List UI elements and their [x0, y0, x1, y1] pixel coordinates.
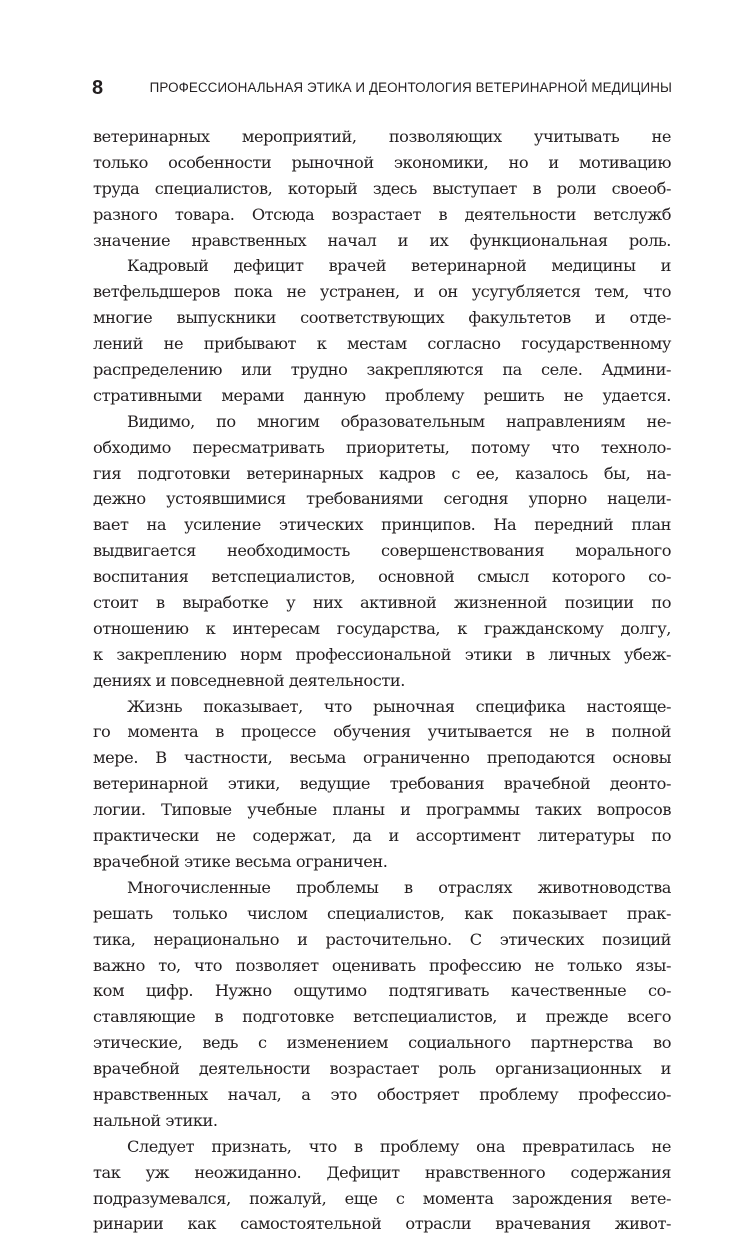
text-line: стративными мерами данную проблему решить не удается.	[93, 385, 671, 405]
body-text	[93, 124, 671, 1237]
text-line: го момента в процессе обучения учитывается не в полной	[93, 722, 671, 742]
text-line: стоит в выработке у них активной жизненной позиции по	[93, 593, 671, 613]
paragraph-5	[93, 875, 671, 1134]
text-line: многие выпускники соответствующих факультетов и отде-	[93, 308, 671, 328]
text-line: мере. В частности, весьма ограниченно преподаются основы	[93, 748, 671, 768]
text-line: только особенности рыночной экономики, но и мотивацию	[93, 152, 671, 172]
text-line: нальной этики.	[93, 1110, 218, 1130]
text-line: врачебной этике весьма ограничен.	[93, 851, 388, 871]
text-line: лений не прибывают к местам согласно государственному	[93, 334, 671, 354]
text-line: Жизнь показывает, что рыночная специфика настояще-	[127, 696, 671, 716]
text-line: вает на усиление этических принципов. На передний план	[93, 515, 671, 535]
paragraph-3	[93, 409, 671, 694]
text-line: ветфельдшеров пока не устранен, и он усугубляется тем, что	[93, 282, 671, 302]
text-line: дежно устоявшимися требованиями сегодня упорно нацели-	[93, 489, 671, 509]
text-line: Видимо, по многим образовательным направлениям не-	[127, 411, 671, 431]
paragraph-2	[93, 253, 671, 408]
text-line: тика, нерационально и расточительно. С этических позиций	[93, 929, 671, 949]
page-number: 8	[92, 77, 104, 99]
text-line: решать только числом специалистов, как показывает прак-	[93, 903, 671, 923]
paragraph-4	[93, 694, 671, 875]
text-line: гия подготовки ветеринарных кадров с ее, казалось бы, на-	[93, 463, 671, 483]
text-line: к закреплению норм профессиональной этики в личных убеж-	[93, 644, 671, 664]
text-line: подразумевался, пожалуй, еще с момента зарождения вете-	[93, 1188, 671, 1208]
text-line: врачебной деятельности возрастает роль организационных и	[93, 1059, 671, 1079]
text-line: обходимо пересматривать приоритеты, потому что техноло-	[93, 437, 671, 457]
running-title: ПРОФЕССИОНАЛЬНАЯ ЭТИКА И ДЕОНТОЛОГИЯ ВЕТЕРИНАРНОЙ МЕДИЦИНЫ	[149, 80, 672, 95]
text-line: дениях и повседневной деятельности.	[93, 670, 405, 690]
text-line: ком цифр. Нужно ощутимо подтягивать качественные со-	[93, 981, 671, 1001]
text-line: Кадровый дефицит врачей ветеринарной медицины и	[127, 256, 671, 276]
text-line: Следует признать, что в проблему она превратилась не	[127, 1136, 671, 1156]
text-line: воспитания ветспециалистов, основной смысл которого со-	[93, 567, 671, 587]
text-line: ветеринарных мероприятий, позволяющих учитывать не	[93, 127, 671, 146]
text-line: разного товара. Отсюда возрастает в деятельности ветслужб	[93, 204, 671, 224]
text-line: так уж неожиданно. Дефицит нравственного содержания	[93, 1162, 671, 1182]
paragraph-6	[93, 1134, 671, 1237]
text-line: нравственных начал, а это обостряет проблему профессио-	[93, 1084, 671, 1104]
paragraph-1	[93, 124, 671, 253]
text-line: выдвигается необходимость совершенствования морального	[93, 541, 671, 561]
text-line: ринарии как самостоятельной отрасли врачевания живот-	[93, 1214, 671, 1234]
text-line: важно то, что позволяет оценивать профессию не только язы-	[93, 955, 671, 975]
text-line: логии. Типовые учебные планы и программы таких вопросов	[93, 800, 671, 820]
running-header	[92, 74, 672, 102]
text-line: практически не содержат, да и ассортимент литературы по	[93, 826, 671, 846]
text-line: ставляющие в подготовке ветспециалистов, и прежде всего	[93, 1007, 671, 1027]
text-line: Многочисленные проблемы в отраслях животноводства	[127, 877, 671, 897]
text-line: значение нравственных начал и их функциональная роль.	[93, 230, 671, 250]
text-line: распределению или трудно закрепляются па селе. Админи-	[93, 360, 671, 380]
text-line: труда специалистов, который здесь выступает в роли своеоб-	[93, 178, 671, 198]
text-line: этические, ведь с изменением социального партнерства во	[93, 1033, 671, 1053]
text-line: отношению к интересам государства, к гражданскому долгу,	[93, 618, 671, 638]
text-line: ветеринарной этики, ведущие требования врачебной деонто-	[93, 774, 671, 794]
